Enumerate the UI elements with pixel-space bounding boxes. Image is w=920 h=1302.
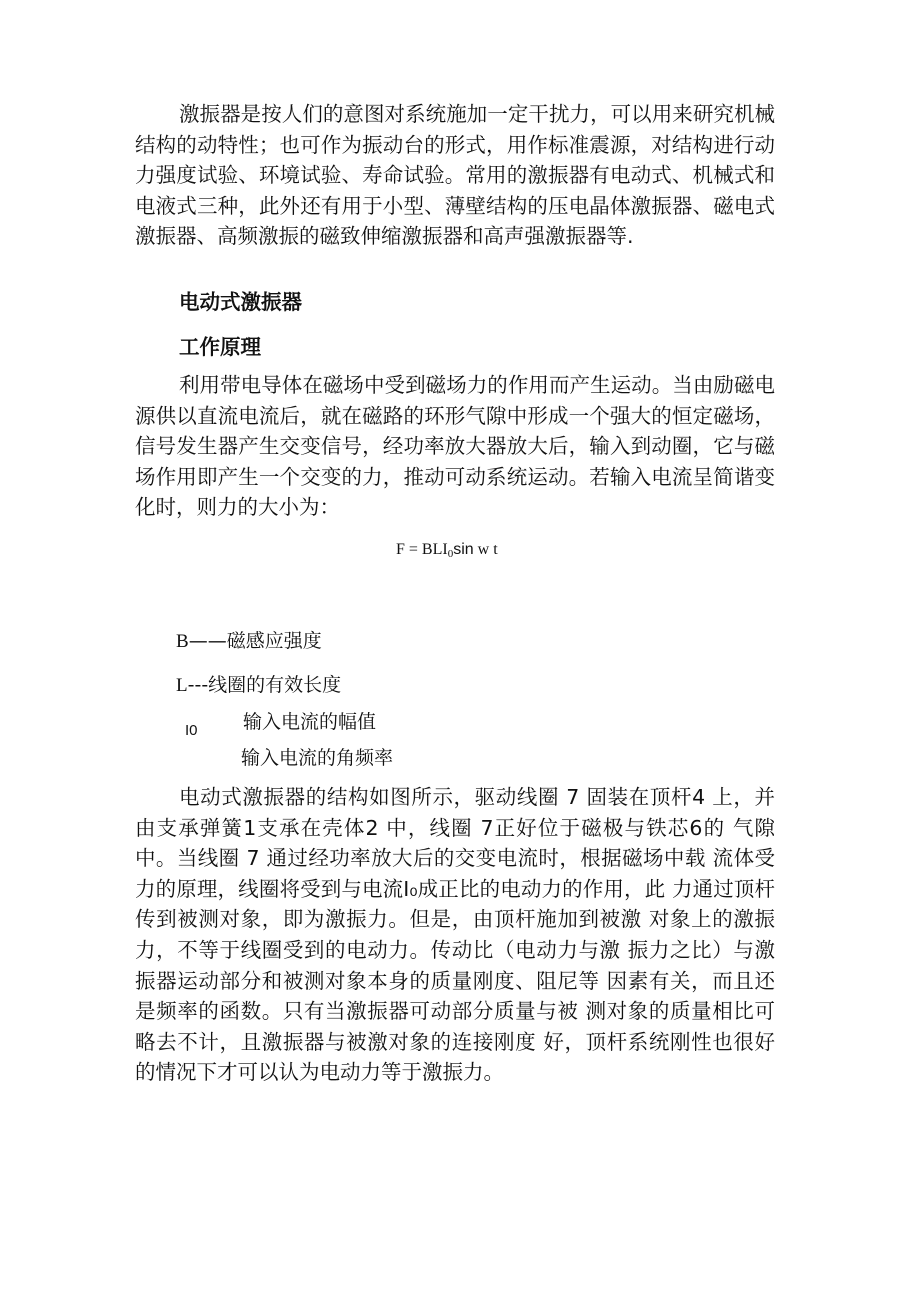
structure-paragraph: 电动式激振器的结构如图所示，驱动线圈 7 固装在顶杆4 上，并由支承弹簧1支承在壳体2 中，线圈 7正好位于磁极与铁芯6的 气隙中。当线圈 7 通过经功率放大后的交变电流时，根据磁场中载 流体受力的原理，线圈将受到与电流I₀成正比的电动力的作用，此 力通过顶杆传到被测对象，即为激振力。但是，由顶杆施加到被激 对象上的激振力，不等于线圈受到的电动力。传动比（电动力与激 振力之比）与激振器运动部分和被测对象本身的质量刚度、阻尼等 因素有关，而且还是频率的函数。只有当激振器可动部分质量与被 测对象的质量相比可略去不计，且激振器与被激对象的连接刚度 好，顶杆系统刚性也很好的情况下才可以认为电动力等于激振力。 bbox=[135, 785, 775, 1085]
definition-b-text: ——磁感应强度 bbox=[188, 630, 322, 652]
definition-b bbox=[176, 626, 322, 653]
formula-rest: w t bbox=[473, 541, 498, 558]
principle-paragraph: 利用带电导体在磁场中受到磁场力的作用而产生运动。当由励磁电源供以直流电流后，就在磁路的环形气隙中形成一个强大的恒定磁场，信号发生器产生交变信号，经功率放大器放大后，输入到动圈，它与磁场作用即产生一个交变的力，推动可动系统运动。若输入电流呈简谐变化时，则力的大小为： bbox=[135, 373, 775, 520]
subsection-heading: 工作原理 bbox=[179, 335, 261, 359]
definition-l bbox=[176, 670, 341, 697]
formula-func: sin bbox=[453, 541, 474, 558]
definition-l-text: ---线圈的有效长度 bbox=[187, 674, 342, 696]
definition-l-symbol: L bbox=[176, 675, 188, 696]
force-formula bbox=[396, 541, 498, 560]
formula-lhs: F = BLI bbox=[396, 541, 448, 558]
section-heading: 电动式激振器 bbox=[179, 290, 302, 314]
intro-paragraph: 激振器是按人们的意图对系统施加一定干扰力，可以用来研究机械结构的动特性；也可作为振动台的形式，用作标准震源，对结构进行动力强度试验、环境试验、寿命试验。常用的激振器有电动式、机械式和电液式三种，此外还有用于小型、薄壁结构的压电晶体激振器、磁电式激振器、高频激振的磁致伸缩激振器和高声强激振器等. bbox=[135, 102, 775, 249]
formula-subscript: 0 bbox=[447, 548, 454, 560]
definition-i0-symbol: I0 bbox=[185, 722, 198, 739]
definition-b-symbol: B bbox=[176, 631, 189, 652]
definition-w-text: 输入电流的角频率 bbox=[241, 747, 394, 769]
definition-i0-text: 输入电流的幅值 bbox=[243, 711, 377, 733]
